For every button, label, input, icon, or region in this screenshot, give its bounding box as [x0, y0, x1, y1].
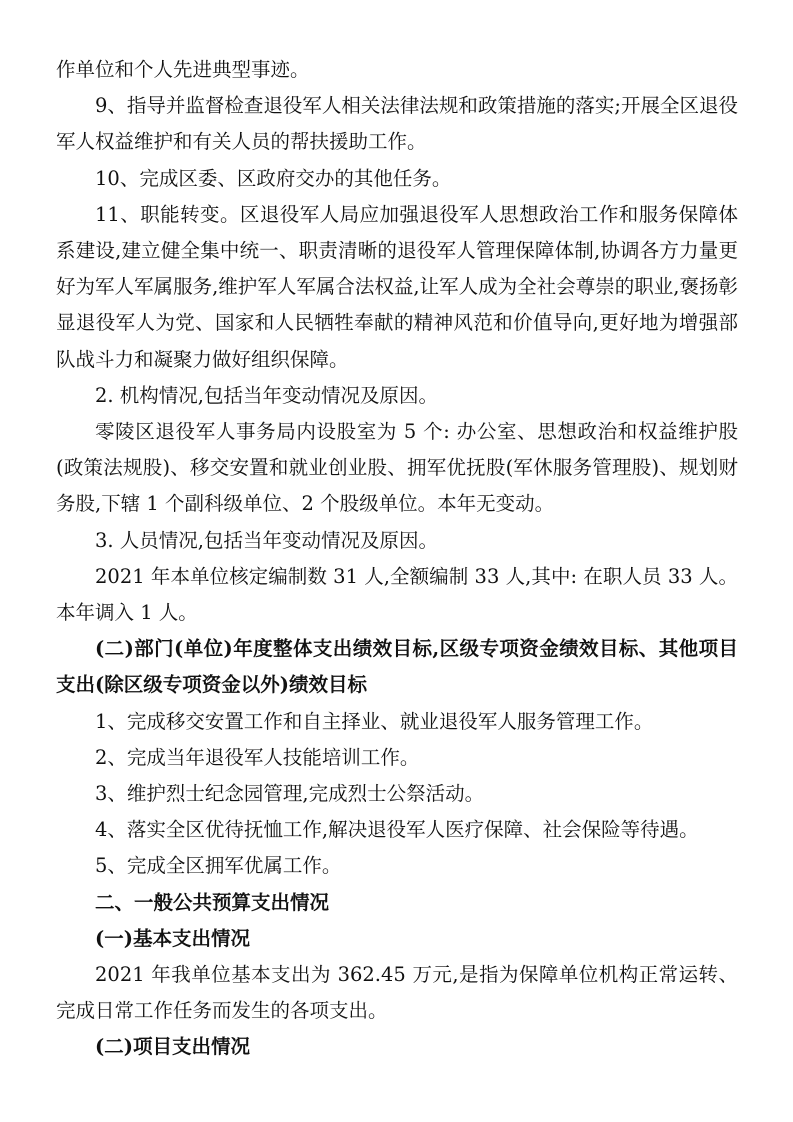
paragraph-basic-body: 2021 年我单位基本支出为 362.45 万元,是指为保障单位机构正常运转、完成日常工作任务而发生的各项支出。	[56, 963, 738, 1023]
goal-item-3: 3、维护烈士纪念园管理,完成烈士公祭活动。	[95, 782, 485, 806]
paragraph-org-heading: 2. 机构情况,包括当年变动情况及原因。	[95, 383, 439, 407]
goal-item-2: 2、完成当年退役军人技能培训工作。	[95, 745, 420, 769]
subsection-heading-project: (二)项目支出情况	[95, 1035, 250, 1059]
section-heading-goals: (二)部门(单位)年度整体支出绩效目标,区级专项资金绩效目标、其他项目支出(除区级专项资金以外)绩效目标	[56, 637, 738, 697]
subsection-heading-basic: (一)基本支出情况	[95, 926, 250, 950]
goal-item-5: 5、完成全区拥军优属工作。	[95, 854, 342, 878]
paragraph-item-11: 11、职能转变。区退役军人局应加强退役军人思想政治工作和服务保障体系建设,建立健全集中统一、职责清晰的退役军人管理保障体制,协调各方力量更好为军人军属服务,维护军人军属合法权益,让军人成为全社会尊崇的职业,褒扬彰显退役军人为党、国家和人民牺牲奉献的精神风范和价值导向,更好地为增强部队战斗力和凝聚力做好组织保障。	[56, 202, 738, 371]
paragraph-continuation: 作单位和个人先进典型事迹。	[56, 58, 310, 81]
paragraph-staff-body: 2021 年本单位核定编制数 31 人,全额编制 33 人,其中: 在职人员 33 人。本年调入 1 人。	[56, 564, 738, 625]
paragraph-item-10: 10、完成区委、区政府交办的其他任务。	[95, 166, 452, 190]
paragraph-staff-heading: 3. 人员情况,包括当年变动情况及原因。	[95, 528, 439, 552]
goal-item-4: 4、落实全区优待抚恤工作,解决退役军人医疗保障、社会保险等待遇。	[95, 818, 699, 842]
paragraph-item-9: 9、指导并监督检查退役军人相关法律法规和政策措施的落实;开展全区退役军人权益维护和有关人员的帮扶援助工作。	[56, 94, 738, 154]
goal-item-1: 1、完成移交安置工作和自主择业、就业退役军人服务管理工作。	[95, 709, 654, 733]
section-heading-budget: 二、一般公共预算支出情况	[95, 890, 330, 914]
paragraph-org-body: 零陵区退役军人事务局内设股室为 5 个: 办公室、思想政治和权益维护股(政策法规股)、移交安置和就业创业股、拥军优抚股(军休服务管理股)、规划财务股,下辖 1 个副科级单位、2 个股级单位。本年无变动。	[56, 420, 738, 516]
